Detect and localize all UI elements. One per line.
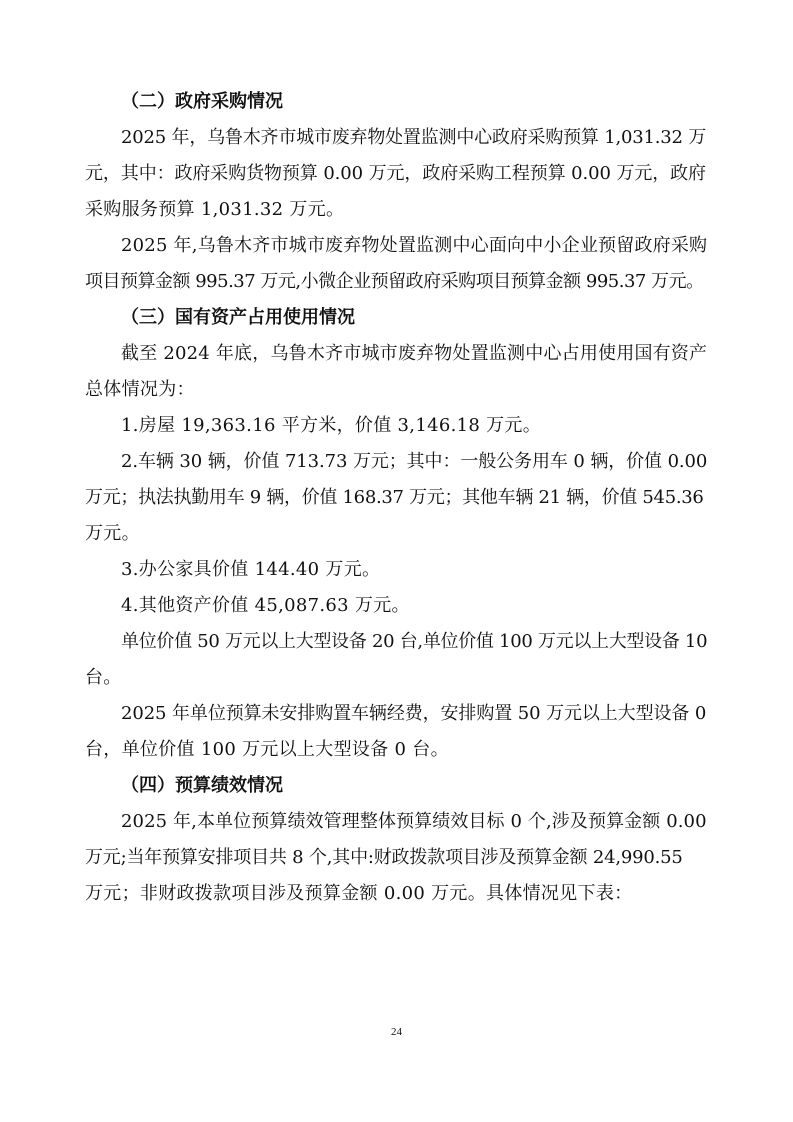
page-number: 24 [391, 1026, 402, 1038]
section-heading-assets: （三）国有资产占用使用情况 [121, 307, 355, 328]
text-line: 采购服务预算 1,031.32 万元。 [85, 199, 345, 220]
paragraph-assets-buildings [85, 408, 707, 444]
text-line: 2025 年,乌鲁木齐市城市废弃物处置监测中心面向中小企业预留政府采购 [121, 235, 708, 256]
page-content [85, 84, 707, 912]
text-line: 项目预算金额 995.37 万元,小微企业预留政府采购项目预算金额 995.37 万元。 [85, 271, 704, 292]
text-line: 单位价值 50 万元以上大型设备 20 台,单位价值 100 万元以上大型设备 10 [121, 631, 708, 652]
text-line: 万元;当年预算安排项目共 8 个,其中:财政拨款项目涉及预算金额 24,990.55 [85, 847, 683, 868]
text-line: 台，单位价值 100 万元以上大型设备 0 台。 [85, 739, 449, 760]
paragraph-assets-furniture [85, 552, 707, 588]
text-line: 1.房屋 19,363.16 平方米，价值 3,146.18 万元。 [121, 415, 542, 436]
text-line: 万元；执法执勤用车 9 辆，价值 168.37 万元；其他车辆 21 辆，价值 545.36 [85, 487, 704, 508]
text-line: 元，其中：政府采购货物预算 0.00 万元，政府采购工程预算 0.00 万元，政府 [85, 163, 706, 184]
text-line: 万元；非财政拨款项目涉及预算金额 0.00 万元。具体情况见下表： [85, 883, 633, 904]
paragraph-assets-purchase-plan [85, 696, 707, 768]
paragraph-sme-reservation [85, 228, 707, 300]
text-line: 3.办公家具价值 144.40 万元。 [121, 559, 381, 580]
paragraph-performance [85, 804, 707, 912]
paragraph-procurement-budget [85, 120, 707, 228]
text-line: 2025 年,本单位预算绩效管理整体预算绩效目标 0 个,涉及预算金额 0.00 [121, 811, 707, 832]
text-line: 2025 年单位预算未安排购置车辆经费，安排购置 50 万元以上大型设备 0 [121, 703, 707, 724]
section-heading-procurement: （二）政府采购情况 [121, 91, 283, 112]
paragraph-assets-vehicles [85, 444, 707, 552]
text-line: 2.车辆 30 辆，价值 713.73 万元；其中：一般公务用车 0 辆，价值 0.00 [121, 451, 708, 472]
text-line: 2025 年，乌鲁木齐市城市废弃物处置监测中心政府采购预算 1,031.32 万 [121, 127, 707, 148]
paragraph-assets-equipment [85, 624, 707, 696]
section-heading-performance: （四）预算绩效情况 [121, 775, 283, 796]
text-line: 万元。 [85, 523, 140, 544]
paragraph-assets-other [85, 588, 707, 624]
text-line: 截至 2024 年底，乌鲁木齐市城市废弃物处置监测中心占用使用国有资产 [121, 343, 708, 364]
text-line: 台。 [85, 667, 122, 688]
text-line: 4.其他资产价值 45,087.63 万元。 [121, 595, 410, 616]
paragraph-assets-overview [85, 336, 707, 408]
text-line: 总体情况为： [85, 379, 195, 400]
